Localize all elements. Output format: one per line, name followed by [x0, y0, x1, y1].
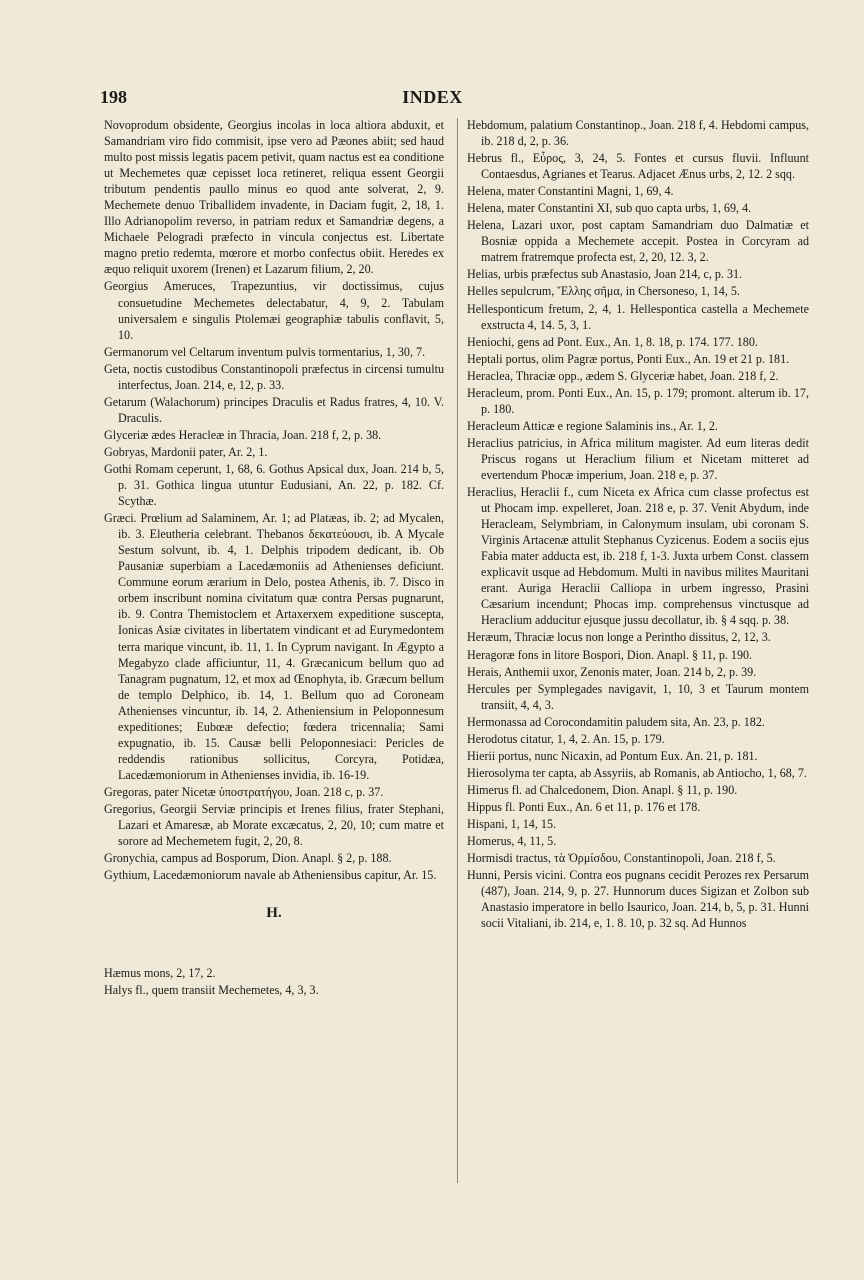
index-entry: Hæmus mons, 2, 17, 2.: [104, 966, 216, 981]
section-heading: H.: [266, 905, 282, 922]
index-entry: Hercules per Symplegades navigavit, 1, 10, 3 et Taurum montem transiit, 4, 4, 3.: [467, 681, 809, 712]
index-entry: Helias, urbis præfectus sub Anastasio, Joan 214, c, p. 31.: [467, 267, 743, 282]
index-entry: Glyceriæ ædes Heracleæ in Thracia, Joan. 218 f, 2, p. 38.: [104, 427, 382, 442]
index-entry: Germanorum vel Celtarum inventum pulvis tormentarius, 1, 30, 7.: [104, 344, 426, 359]
page-number: 198: [100, 87, 127, 107]
index-entry: Hebdomum, palatium Constantinop., Joan. 218 f, 4. Hebdomi campus, ib. 218 d, 2, p. 36.: [467, 118, 809, 149]
index-entry: Heraclea, Thraciæ opp., ædem S. Glyceriæ habet, Joan. 218 f, 2.: [467, 368, 779, 383]
index-entry: Georgius Ameruces, Trapezuntius, vir doctissimus, cujus consuetudine Mechemetes delectabatur, 4, 9, 2. Tabulam universalem e singulis Ptolemæi geographiæ tabulis conflavit, 5, 10.: [104, 279, 444, 342]
left-column: [104, 117, 444, 999]
page-header: [100, 87, 765, 111]
index-entry: Heragoræ fons in litore Bospori, Dion. Anapl. § 11, p. 190.: [467, 647, 753, 662]
index-entry: Hierosolyma ter capta, ab Assyriis, ab Romanis, ab Antiocho, 1, 68, 7.: [467, 765, 807, 780]
index-entry: Novoprodum obsidente, Georgius incolas in loca altiora abduxit, et Samandriam viro fido commisit, ipse vero ad Pæones abiit; sed haud multo post missis legatis pacem petivit, quam nactus est ea conditione ut Mechemetes quæ cepisset loca retineret, reliqua essent Georgii tributum pendentis paullo minus eo quod ante solverat, 2, 9. Mechemete denuo Triballidem invadente, in Daciam fugit, 2, 18, 1. Illo Adrianopolim reverso, in patriam redux et Samandriæ degens, a Michaele Pelogradi præfecto in vincula conjectus est. Libertate magno pretio redemta, mœrore et morbo confectus obiit. Heredes ex æquo reliquit uxorem (Irenen) et Lazarum filium, 2, 20.: [104, 118, 444, 277]
index-entry: Hebrus fl., Εὖρος, 3, 24, 5. Fontes et cursus fluvii. Influunt Contaesdus, Agrianes et Tearus. Adjacet Ænus urbs, 2, 12. 2 sqq.: [467, 151, 809, 182]
index-entry: Heraclius, Heraclii f., cum Niceta ex Africa cum classe profectus est ut Phocam imp. expelleret, Joan. 218 e, p. 37. Venit Abydum, inde Heracleam, Selymbriam, in Calonymum insulam, ubi coronam S. Virginis Artacenæ attulit Stephanus Cyzicenus. Eodem a sociis ejus Fabia mater adducta est, ib. 218 f, 1-3. Juxta urbem Const. classem explicavit usque ad Hebdomum. Multi in navibus milites Mauritani erant. Auriga Heraclii Calliopa in urbem ingresso, Prasini Cæsarium incendunt; Phocas imp. comprehensus vinctusque ad Heraclium adducitur ejusque jussu decollatur, ib. § 4 sqq. p. 38.: [467, 485, 809, 628]
index-entry: Geta, noctis custodibus Constantinopoli præfectus in circensi tumultu interfectus, Joan. 214, e, 12, p. 33.: [104, 361, 444, 392]
index-entry: Hermonassa ad Corocondamitin paludem sita, An. 23, p. 182.: [467, 714, 765, 729]
index-entry: Helles sepulcrum, Ἕλλης σῆμα, in Chersoneso, 1, 14, 5.: [467, 284, 740, 299]
index-entry: Hispani, 1, 14, 15.: [467, 816, 557, 831]
index-entry: Gythium, Lacedæmoniorum navale ab Atheniensibus capitur, Ar. 15.: [104, 868, 437, 883]
index-entry: Hellesponticum fretum, 2, 4, 1. Hellespontica castella a Mechemete exstructa 4, 14. 5, 3, 1.: [467, 301, 809, 332]
index-entry: Heraclius patricius, in Africa militum magister. Ad eum literas dedit Priscus rogans ut Heraclium filium et Nicetam mitteret ad evertendum Phocæ imperium, Joan. 218 e, p. 37.: [467, 435, 809, 482]
index-entry: Helena, mater Constantini Magni, 1, 69, 4.: [467, 184, 674, 199]
index-entry: Hunni, Persis vicini. Contra eos pugnans cecidit Perozes rex Persarum (487), Joan. 214, 9, p. 27. Hunnorum duces Sigizan et Zolbon sub Anastasio imperatore in bello Isaurico, Joan. 214, b, 5, p. 31. Hunni socii Vitaliani, ib. 214, e, 1. 8. 10, p. 32 sq. Ad Hunnos: [467, 868, 809, 931]
index-entry: Hierii portus, nunc Nicaxin, ad Pontum Eux. An. 21, p. 181.: [467, 748, 758, 763]
index-entry: Halys fl., quem transiit Mechemetes, 4, 3, 3.: [104, 983, 319, 998]
index-entry: Heniochi, gens ad Pont. Eux., An. 1, 8. 18, p. 174. 177. 180.: [467, 334, 758, 349]
index-entry: Græci. Prœlium ad Salaminem, Ar. 1; ad Platæas, ib. 2; ad Mycalen, ib. 3. Eleutheria celebrant. Thebanos δεκατεύουσι, ib. A Mycale Sestum solvunt, ib. 4, 1. Delphis tripodem dedicant, ib. Ob Pausaniæ superbiam a Lacedæmoniis ad Athenienses deficiunt. Commune eorum ærarium in Delo, postea Athenis, ib. 7. Disco in orbem inscribunt nomina civitatum quæ contra Persas pugnarunt, ib. 9. Contra Themistoclem et Artaxerxem expeditione suscepta, Ionicas Asiæ civitates in libertatem vindicant et ad Eurymedontem terra marique vincunt, ib. 11, 1. In Cyprum navigant. In Ægypto a Megabyzo clade afficiuntur, 11, 4. Græcanicum bellum quo ad Tanagram pugnatum, 12, et mox ad Œnophyta, ib. Græcum bellum de templo Delphico, ib. 14, 1. Bellum quo ad Coroneam Athenienses vincuntur, ib. 14, 2. Atheniensium in Peloponnesum expeditiones; Eubœæ defectio; fœdera tricennalia; Sami expugnatio, ib. 15. Causæ belli Peloponnesiaci: Pericles de reddendis rationibus sollicitus, Corcyra, Potidæa, Lacedæmoniorum in Athenienses invidia, ib. 16-19.: [104, 511, 444, 782]
index-entry: Gregorius, Georgii Serviæ principis et Irenes filius, frater Stephani, Lazari et Amaresæ, ab Morate excæcatus, 2, 20, 10; cum matre et sorore ad Mechemetem fugit, 2, 20, 8.: [104, 801, 444, 849]
index-entry: Hippus fl. Ponti Eux., An. 6 et 11, p. 176 et 178.: [467, 799, 701, 814]
index-entry: Gregoras, pater Nicetæ ὑποστρατήγου, Joan. 218 c, p. 37.: [104, 784, 384, 799]
index-entry: Himerus fl. ad Chalcedonem, Dion. Anapl. § 11, p. 190.: [467, 782, 738, 797]
index-entry: Hormisdi tractus, τὰ Ὁρμίσδου, Constantinopoli, Joan. 218 f, 5.: [467, 851, 776, 866]
index-entry: Heræum, Thraciæ locus non longe a Perintho dissitus, 2, 12, 3.: [467, 630, 771, 645]
index-entry: Heracleum, prom. Ponti Eux., An. 15, p. 179; promont. alterum ib. 17, p. 180.: [467, 385, 809, 416]
index-entry: Gronychia, campus ad Bosporum, Dion. Anapl. § 2, p. 188.: [104, 851, 392, 866]
index-entry: Helena, mater Constantini XI, sub quo capta urbs, 1, 69, 4.: [467, 201, 752, 216]
page-title: INDEX: [402, 87, 463, 107]
index-entry: Herodotus citatur, 1, 4, 2. An. 15, p. 179.: [467, 731, 665, 746]
index-entry: Gobryas, Mardonii pater, Ar. 2, 1.: [104, 444, 268, 459]
index-entry: Heracleum Atticæ e regione Salaminis ins., Ar. 1, 2.: [467, 418, 718, 433]
index-entry: Herais, Anthemii uxor, Zenonis mater, Joan. 214 b, 2, p. 39.: [467, 664, 757, 679]
index-entry: Gothi Romam ceperunt, 1, 68, 6. Gothus Apsical dux, Joan. 214 b, 5, p. 31. Gothica lingua utuntur Eudusiani, An. 22, p. 182. Cf. Scythæ.: [104, 461, 444, 509]
right-column: [467, 117, 809, 932]
index-entry: Homerus, 4, 11, 5.: [467, 834, 557, 849]
column-divider: [457, 118, 458, 1183]
index-entry: Heptali portus, olim Pagræ portus, Ponti Eux., An. 19 et 21 p. 181.: [467, 351, 790, 366]
index-entry: Helena, Lazari uxor, post captam Samandriam duo Dalmatiæ et Bosniæ oppida a Mechemete accepit. Postea in Corcyram ad matrem fratremque profecta est, 2, 20, 12. 3, 2.: [467, 218, 809, 265]
index-entry: Getarum (Walachorum) principes Draculis et Radus fratres, 4, 10. V. Draculis.: [104, 394, 444, 425]
